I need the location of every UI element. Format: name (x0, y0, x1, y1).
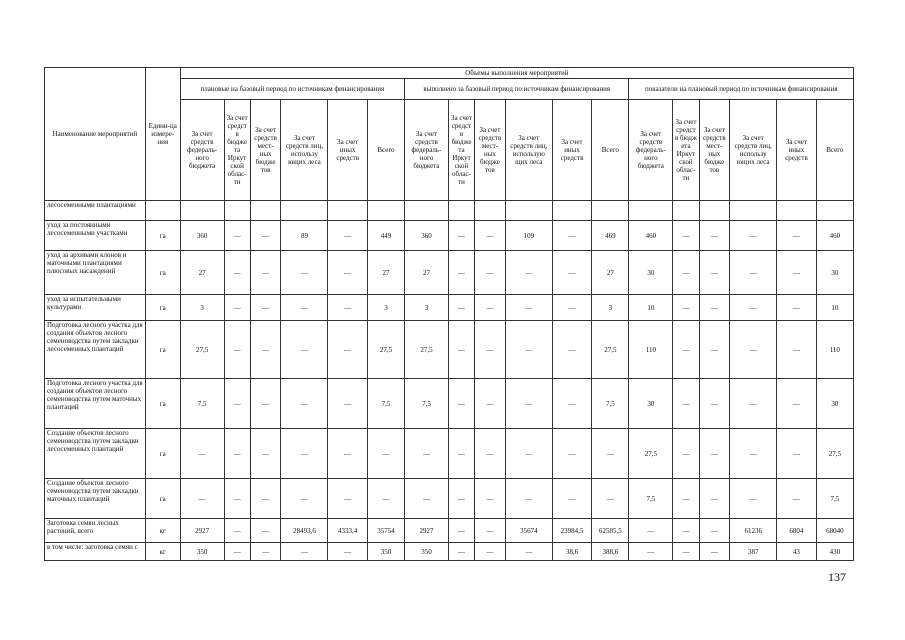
table-body (45, 201, 854, 561)
row-unit: кг (145, 543, 180, 561)
value-cell (505, 201, 552, 221)
value-cell: — (699, 479, 730, 519)
value-cell (592, 201, 629, 221)
row-unit: кг (145, 519, 180, 543)
value-cell: — (505, 321, 552, 379)
value-cell: 23984,5 (552, 519, 591, 543)
value-cell: — (730, 429, 777, 479)
table-row (45, 519, 854, 543)
row-unit: га (145, 429, 180, 479)
value-cell: — (505, 295, 552, 321)
value-cell: — (699, 251, 730, 295)
value-cell: 27 (405, 251, 449, 295)
value-cell: 3 (180, 295, 224, 321)
value-cell: — (281, 543, 328, 561)
value-cell: 10 (816, 295, 853, 321)
row-activity-name: Создание объектов лесного семеноводства путем закладки маточных плантаций (45, 479, 146, 519)
value-cell: — (475, 251, 506, 295)
value-cell: — (448, 379, 474, 429)
value-cell: 430 (816, 543, 853, 561)
value-cell: — (281, 379, 328, 429)
value-cell: 350 (367, 543, 404, 561)
header-subcolumn: Всего (816, 100, 853, 201)
value-cell: — (777, 479, 816, 519)
header-subcolumn: Всего (592, 100, 629, 201)
value-cell: — (367, 479, 404, 519)
value-cell (552, 201, 591, 221)
value-cell: — (224, 295, 250, 321)
value-cell: — (250, 543, 281, 561)
row-unit: га (145, 221, 180, 251)
value-cell: 27,5 (367, 321, 404, 379)
value-cell: — (777, 429, 816, 479)
value-cell: — (224, 251, 250, 295)
value-cell: — (405, 479, 449, 519)
value-cell: — (673, 543, 699, 561)
value-cell: 27,5 (629, 429, 673, 479)
row-activity-name: уход за испытательными культурами (45, 295, 146, 321)
value-cell (816, 201, 853, 221)
value-cell: 30 (816, 251, 853, 295)
value-cell: — (505, 429, 552, 479)
value-cell: 68040 (816, 519, 853, 543)
row-activity-name: Подготовка лесного участка для создания объектов лесного семеноводства путем маточных плантаций (45, 379, 146, 429)
value-cell: 43 (777, 543, 816, 561)
value-cell: — (224, 221, 250, 251)
value-cell: — (250, 379, 281, 429)
value-cell: 387 (730, 543, 777, 561)
value-cell: 27,5 (405, 321, 449, 379)
row-unit: га (145, 379, 180, 429)
value-cell: 2927 (405, 519, 449, 543)
value-cell: 27,5 (816, 429, 853, 479)
value-cell: — (552, 379, 591, 429)
value-cell: — (281, 479, 328, 519)
value-cell: 61236 (730, 519, 777, 543)
value-cell: — (448, 321, 474, 379)
value-cell: — (448, 543, 474, 561)
value-cell: 89 (281, 221, 328, 251)
value-cell: — (673, 429, 699, 479)
value-cell: — (699, 543, 730, 561)
value-cell: 30 (629, 379, 673, 429)
value-cell: — (180, 479, 224, 519)
value-cell: — (505, 251, 552, 295)
value-cell: 35674 (505, 519, 552, 543)
value-cell (730, 201, 777, 221)
value-cell: — (673, 295, 699, 321)
value-cell: — (475, 479, 506, 519)
row-activity-name: Подготовка лесного участка для создания объектов лесного семеноводства путем закладки лесосеменных плантаций (45, 321, 146, 379)
value-cell: — (448, 519, 474, 543)
value-cell: — (250, 429, 281, 479)
row-activity-name: Заготовка семян лесных растений, всего (45, 519, 146, 543)
value-cell: — (180, 429, 224, 479)
value-cell: 7,5 (816, 479, 853, 519)
value-cell: — (673, 251, 699, 295)
value-cell: 27 (367, 251, 404, 295)
value-cell: 360 (180, 221, 224, 251)
header-name-column: Наименование мероприятий (45, 68, 146, 201)
value-cell: — (505, 543, 552, 561)
value-cell: 27 (592, 251, 629, 295)
value-cell: — (552, 429, 591, 479)
value-cell: — (224, 379, 250, 429)
row-unit: га (145, 251, 180, 295)
header-subcolumn: За счет иных средств (777, 100, 816, 201)
row-unit: га (145, 479, 180, 519)
value-cell: — (475, 429, 506, 479)
header-top-group: Объемы выполнения мероприятий (180, 68, 853, 79)
value-cell: — (730, 479, 777, 519)
row-activity-name: уход за архивами клонов и маточными плантациями плюсовых насаждений (45, 251, 146, 295)
header-subcolumn: За счет средств мест-ных бюдже тов (250, 100, 281, 201)
row-unit: га (145, 295, 180, 321)
value-cell: — (475, 519, 506, 543)
value-cell: 30 (816, 379, 853, 429)
value-cell: — (224, 519, 250, 543)
value-cell: 3 (367, 295, 404, 321)
value-cell: — (475, 379, 506, 429)
value-cell: 27,5 (592, 321, 629, 379)
table-row (45, 221, 854, 251)
value-cell: — (777, 221, 816, 251)
value-cell: — (699, 519, 730, 543)
value-cell: — (328, 429, 367, 479)
row-activity-name: уход за постоянными лесосеменными участками (45, 221, 146, 251)
header-subcolumn: За счет средств мест-ных бюдже тов (475, 100, 506, 201)
value-cell: — (250, 221, 281, 251)
value-cell: — (224, 429, 250, 479)
header-subcolumn: За счет средств федераль-ного бюджета (180, 100, 224, 201)
value-cell (367, 201, 404, 221)
table-row (45, 295, 854, 321)
value-cell: — (250, 479, 281, 519)
value-cell: — (367, 429, 404, 479)
value-cell: — (281, 321, 328, 379)
value-cell: — (673, 221, 699, 251)
header-subcolumn: За счет средст в бюдже та Иркут ской облас-ти (224, 100, 250, 201)
value-cell: 350 (180, 543, 224, 561)
row-activity-name: Создание объектов лесного семеноводства путем закладки лесосеменных плантаций (45, 429, 146, 479)
value-cell: — (699, 295, 730, 321)
value-cell: 460 (816, 221, 853, 251)
value-cell: — (281, 429, 328, 479)
header-unit-column: Едини-ца измере-ния (145, 68, 180, 201)
header-subcolumn: За счет иных средств (552, 100, 591, 201)
value-cell: 10 (629, 295, 673, 321)
value-cell: 3 (405, 295, 449, 321)
value-cell: — (699, 429, 730, 479)
value-cell: — (475, 221, 506, 251)
value-cell: 3 (592, 295, 629, 321)
value-cell (475, 201, 506, 221)
measures-table (44, 67, 854, 561)
value-cell (180, 201, 224, 221)
value-cell: — (505, 479, 552, 519)
row-activity-name: лесосеменными плантациями (45, 201, 146, 221)
value-cell: 27 (180, 251, 224, 295)
value-cell: — (552, 321, 591, 379)
value-cell: — (328, 221, 367, 251)
table-row (45, 251, 854, 295)
value-cell: — (777, 379, 816, 429)
value-cell: — (475, 295, 506, 321)
value-cell: — (328, 295, 367, 321)
value-cell: — (592, 479, 629, 519)
value-cell: — (448, 221, 474, 251)
row-activity-name: в том числе: заготовка семян с (45, 543, 146, 561)
value-cell: — (629, 543, 673, 561)
value-cell (405, 201, 449, 221)
value-cell: 62585,5 (592, 519, 629, 543)
value-cell: — (281, 295, 328, 321)
value-cell: 7,5 (405, 379, 449, 429)
value-cell: — (699, 321, 730, 379)
value-cell: — (328, 321, 367, 379)
value-cell: — (224, 321, 250, 379)
value-cell: 460 (629, 221, 673, 251)
value-cell: — (777, 321, 816, 379)
value-cell: 110 (816, 321, 853, 379)
value-cell: 35754 (367, 519, 404, 543)
value-cell: — (673, 479, 699, 519)
value-cell: — (730, 321, 777, 379)
value-cell: — (328, 251, 367, 295)
value-cell: — (328, 379, 367, 429)
value-cell: — (448, 429, 474, 479)
value-cell: 110 (629, 321, 673, 379)
header-subcolumn: За счет средств мест-ных бюдже тов (699, 100, 730, 201)
header-subcolumn: За счет средств лиц, использу ющих леса (281, 100, 328, 201)
value-cell: 388,6 (592, 543, 629, 561)
header-subcolumn: За счет средств федераль-ного бюджета (629, 100, 673, 201)
value-cell: — (475, 543, 506, 561)
header-group-planned: плановые на базовый период по источникам финансирования (180, 79, 404, 100)
value-cell: — (730, 379, 777, 429)
value-cell: 360 (405, 221, 449, 251)
value-cell (224, 201, 250, 221)
value-cell: 2927 (180, 519, 224, 543)
header-subcolumn: За счет средст в бюдж ета Иркут ской облас-ти (673, 100, 699, 201)
value-cell (328, 201, 367, 221)
value-cell (777, 201, 816, 221)
value-cell (250, 201, 281, 221)
table-row (45, 379, 854, 429)
value-cell: 350 (405, 543, 449, 561)
value-cell: — (250, 295, 281, 321)
value-cell: — (475, 321, 506, 379)
table-row (45, 429, 854, 479)
value-cell: 38,6 (552, 543, 591, 561)
value-cell: — (224, 479, 250, 519)
value-cell: — (730, 251, 777, 295)
value-cell: 109 (505, 221, 552, 251)
value-cell: — (777, 295, 816, 321)
value-cell: — (592, 429, 629, 479)
value-cell: — (405, 429, 449, 479)
value-cell: — (448, 295, 474, 321)
value-cell: — (673, 379, 699, 429)
header-subcolumn: Всего (367, 100, 404, 201)
value-cell (629, 201, 673, 221)
header-subcolumn: За счет средств лиц, использую щих леса (505, 100, 552, 201)
header-group-completed: выполнено за базовый период по источникам финансирования (405, 79, 629, 100)
value-cell: — (699, 221, 730, 251)
value-cell: 28493,6 (281, 519, 328, 543)
value-cell: — (250, 321, 281, 379)
value-cell: 7,5 (629, 479, 673, 519)
value-cell: 449 (367, 221, 404, 251)
table-row (45, 201, 854, 221)
value-cell: — (552, 251, 591, 295)
value-cell: 469 (592, 221, 629, 251)
value-cell: — (448, 251, 474, 295)
value-cell (699, 201, 730, 221)
value-cell: — (328, 479, 367, 519)
value-cell: — (328, 543, 367, 561)
value-cell: — (629, 519, 673, 543)
value-cell: — (730, 295, 777, 321)
header-subcolumn: За счет средств федераль-ного бюджета (405, 100, 449, 201)
value-cell: — (673, 321, 699, 379)
table-row (45, 321, 854, 379)
value-cell: — (281, 251, 328, 295)
value-cell: — (777, 251, 816, 295)
page-number: 137 (828, 570, 846, 584)
row-unit (145, 201, 180, 221)
value-cell (448, 201, 474, 221)
value-cell: — (448, 479, 474, 519)
table-row (45, 479, 854, 519)
value-cell (673, 201, 699, 221)
value-cell: — (552, 479, 591, 519)
table-row (45, 543, 854, 561)
row-unit: га (145, 321, 180, 379)
header-subcolumn: За счет средств лиц, использу ющих леса (730, 100, 777, 201)
value-cell: — (673, 519, 699, 543)
value-cell: — (224, 543, 250, 561)
header-subcolumn: За счет средст в бюдже та Иркут ской облас-ти (448, 100, 474, 201)
value-cell: — (505, 379, 552, 429)
value-cell: 27,5 (180, 321, 224, 379)
value-cell: — (250, 519, 281, 543)
value-cell: — (730, 221, 777, 251)
header-group-forecast: показатели на плановый период по источникам финансирования (629, 79, 854, 100)
header-subcolumn: За счет иных средств (328, 100, 367, 201)
value-cell: 7,5 (367, 379, 404, 429)
value-cell: — (552, 295, 591, 321)
value-cell: — (250, 251, 281, 295)
value-cell (281, 201, 328, 221)
value-cell: 30 (629, 251, 673, 295)
value-cell: 6804 (777, 519, 816, 543)
value-cell: — (552, 221, 591, 251)
value-cell: — (699, 379, 730, 429)
value-cell: 7,5 (180, 379, 224, 429)
value-cell: 7,5 (592, 379, 629, 429)
value-cell: 4333,4 (328, 519, 367, 543)
